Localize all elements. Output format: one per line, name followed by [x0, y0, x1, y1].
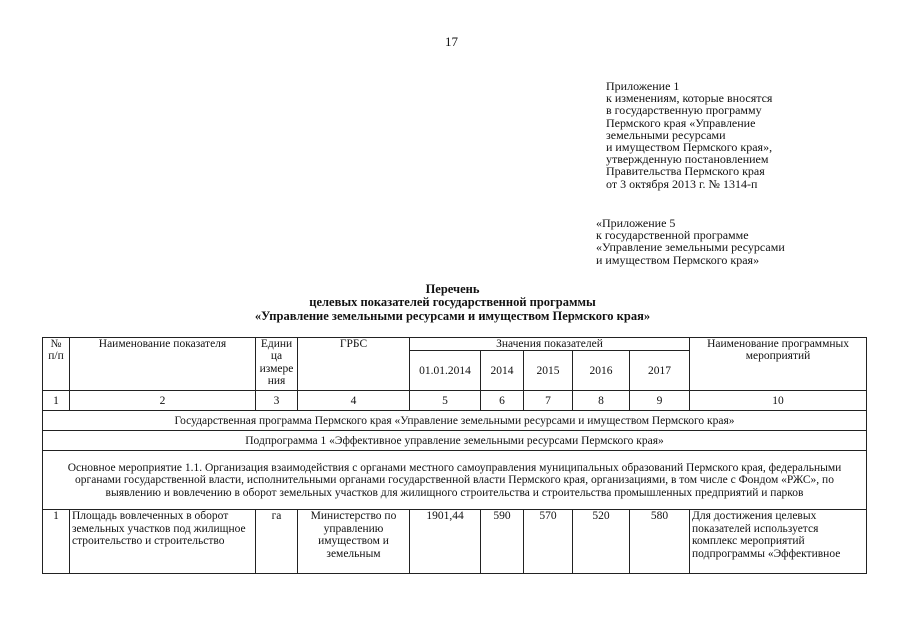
column-number: 7: [524, 391, 573, 411]
appendix-line: земельными ресурсами: [606, 127, 726, 142]
appendix-line: к изменениям, которые вносятся: [606, 91, 773, 106]
column-number-row: [43, 391, 867, 411]
subprogram-row: [43, 431, 867, 451]
indicators-table: [42, 337, 867, 574]
page-number: 17: [445, 34, 458, 49]
row-num: 1: [43, 510, 70, 574]
row-value: 520: [573, 510, 630, 574]
row-measures: Для достижения целевых показателей используется комплекс мероприятий подпрограммы «Эффективное: [690, 510, 867, 574]
appendix-line: Приложение 1: [606, 79, 680, 93]
appendix-line: в государственную программу: [606, 103, 762, 118]
header-year: 2017: [630, 351, 690, 391]
row-value: 1901,44: [410, 510, 481, 574]
header-year: 2016: [573, 351, 630, 391]
header-row: [43, 338, 867, 351]
header-measures: Наименование программных мероприятий: [690, 338, 867, 391]
header-year: 2014: [481, 351, 524, 391]
subprogram-title: Подпрограмма 1 «Эффективное управление земельными ресурсами Пермского края»: [43, 431, 867, 451]
program-title: Государственная программа Пермского края «Управление земельными ресурсами и имуществом Пермского края»: [43, 411, 867, 431]
column-number: 2: [70, 391, 256, 411]
column-number: 6: [481, 391, 524, 411]
appendix-line: Правительства Пермского края: [606, 164, 765, 179]
main-measure-text: Основное мероприятие 1.1. Организация взаимодействия с органами местного самоуправления муниципальных образований Пермского края, федеральными органами государственной власти, исполнительными органами государственной власти Пермского края, организациями, в том числе с Фондом «РЖС», по выявлению и вовлечению в оборот земельных участков для жилищного строительства и строительства промышленных предприятий и парков: [43, 451, 867, 510]
row-value: 580: [630, 510, 690, 574]
column-number: 9: [630, 391, 690, 411]
header-year: 01.01.2014: [410, 351, 481, 391]
appendix-5-note: [596, 217, 785, 266]
column-number: 3: [256, 391, 298, 411]
appendix-line: и имуществом Пермского края»,: [606, 140, 773, 155]
appendix-line: утвержденную постановлением: [606, 152, 769, 167]
table-row: [43, 510, 867, 574]
appendix-line: Пермского края «Управление: [606, 115, 756, 130]
column-number: 8: [573, 391, 630, 411]
column-number: 5: [410, 391, 481, 411]
title-line: Перечень: [425, 282, 480, 296]
row-value: 570: [524, 510, 573, 574]
column-number: 10: [690, 391, 867, 411]
header-grbs: ГРБС: [298, 338, 410, 391]
header-values: Значения показателей: [410, 338, 690, 351]
appendix-5-line: к государственной программе: [596, 228, 749, 243]
document-title: [0, 283, 905, 323]
title-line: «Управление земельными ресурсами и имуществом Пермского края»: [254, 308, 651, 323]
appendix-5-line: «Приложение 5: [596, 216, 676, 230]
header-num: № п/п: [43, 338, 70, 391]
header-year: 2015: [524, 351, 573, 391]
header-indicator-name: Наименование показателя: [70, 338, 256, 391]
main-measure-row: [43, 451, 867, 510]
row-grbs: Министерство по управлению имуществом и земельным: [298, 510, 410, 574]
appendix-note: [606, 80, 772, 190]
appendix-5-line: «Управление земельными ресурсами: [596, 240, 785, 255]
column-number: 1: [43, 391, 70, 411]
column-number: 4: [298, 391, 410, 411]
row-unit: га: [256, 510, 298, 574]
row-indicator-name: Площадь вовлеченных в оборот земельных участков под жилищное строительство и строительство: [70, 510, 256, 574]
row-value: 590: [481, 510, 524, 574]
program-row: [43, 411, 867, 431]
appendix-line: от 3 октября 2013 г. № 1314-п: [606, 176, 758, 191]
header-unit: Едини ца измере ния: [256, 338, 298, 391]
appendix-5-line: и имуществом Пермского края»: [596, 252, 760, 267]
title-line: целевых показателей государственной программы: [309, 295, 596, 310]
